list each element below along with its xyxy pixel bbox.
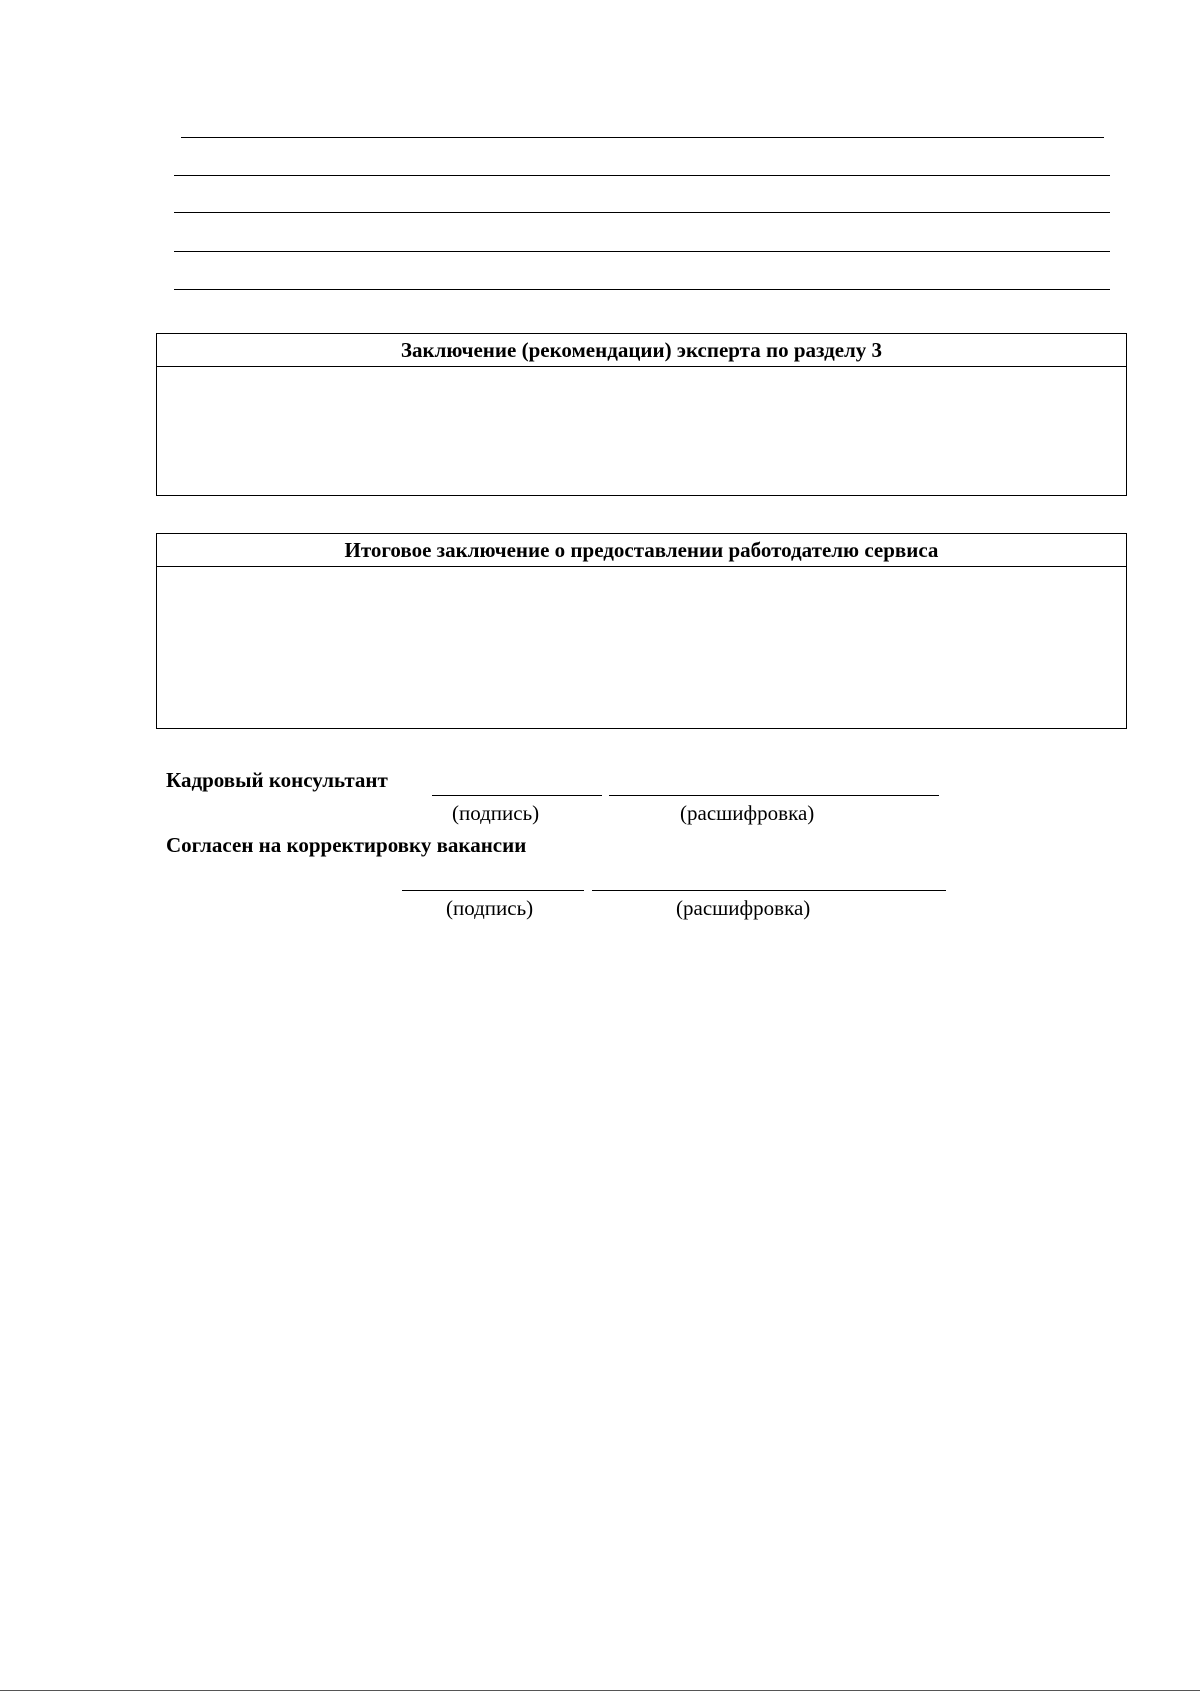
blank-line-4 [174,251,1110,252]
agreement-signature-caption: (подпись) [446,896,534,920]
section3-conclusion-title: Заключение (рекомендации) эксперта по разделу 3 [157,334,1126,367]
consultant-signature-caption: (подпись) [452,801,540,825]
final-conclusion-title: Итоговое заключение о предоставлении работодателю сервиса [157,534,1126,567]
blank-line-3 [174,212,1110,213]
agreement-transcript-caption: (расшифровка) [676,896,811,920]
final-conclusion-field[interactable] [157,567,1126,726]
consultant-transcript-caption: (расшифровка) [680,801,815,825]
consultant-transcript-line[interactable] [609,795,939,796]
section3-conclusion-field[interactable] [157,367,1126,493]
agreement-transcript-line[interactable] [592,890,946,891]
consultant-label: Кадровый консультант [166,768,388,792]
blank-line-1 [181,137,1104,138]
agreement-label: Согласен на корректировку вакансии [166,833,527,857]
consultant-signature-line[interactable] [432,795,602,796]
page-bottom-edge [0,1690,1200,1691]
agreement-signature-line[interactable] [402,890,584,891]
section3-conclusion-box [156,333,1127,496]
blank-line-2 [174,175,1110,176]
final-conclusion-box [156,533,1127,729]
blank-line-5 [174,289,1110,290]
